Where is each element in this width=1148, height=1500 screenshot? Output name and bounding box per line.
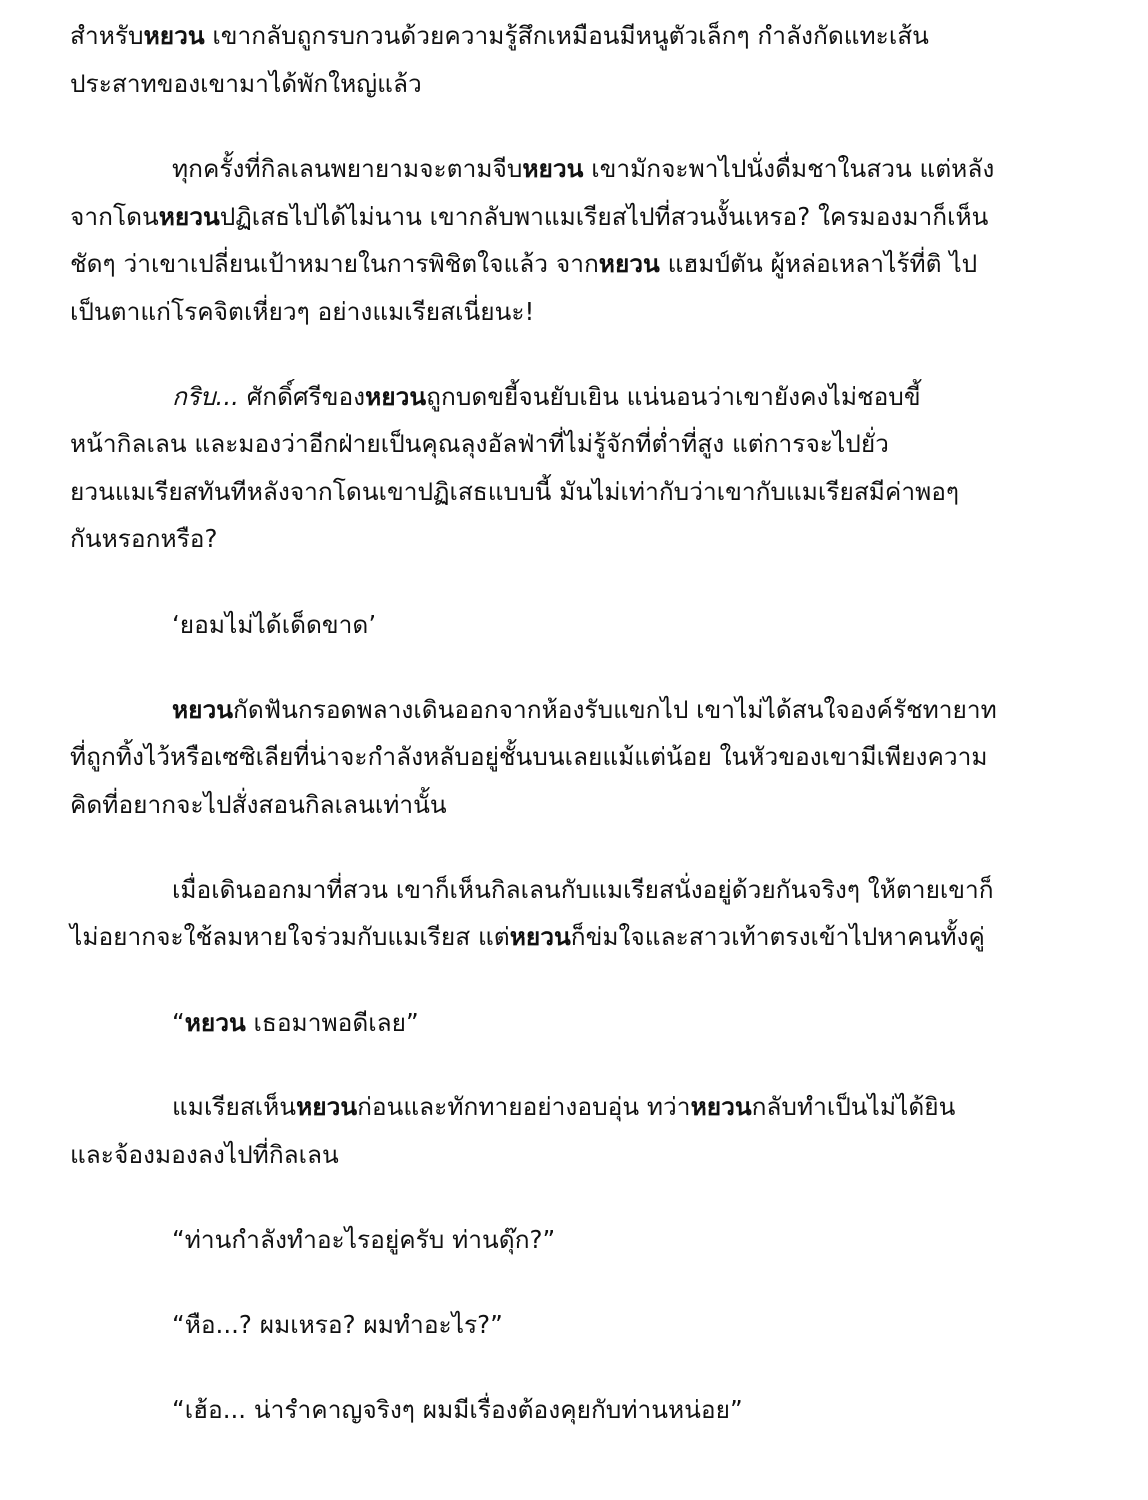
text-run: ก่อนและทักทายอย่างอบอุ่น ทว่า [357, 1092, 691, 1121]
text-line [172, 382, 921, 411]
text-run: กันหรอกหรือ? [70, 524, 218, 553]
text-run: และจ้องมองลงไปที่กิลเลน [70, 1140, 339, 1169]
text-line [70, 1140, 339, 1169]
text-run: เมื่อเดินออกมาที่สวน เขาก็เห็นกิลเลนกับแมเรียสนั่งอยู่ด้วยกันจริงๆ ให้ตายเขาก็ [172, 875, 994, 904]
text-line [70, 297, 535, 326]
text-run: แฮมป์ตัน ผู้หล่อเหลาไร้ที่ติ ไป [659, 249, 978, 278]
text-run: ทุกครั้งที่กิลเลนพยายามจะตามจีบ [172, 154, 523, 183]
text-run: จากโดน [70, 202, 159, 231]
bold-name: หยวน [143, 21, 205, 50]
bold-name: หยวน [509, 922, 571, 951]
text-line [70, 249, 978, 278]
text-run: ประสาทของเขามาได้พักใหญ่แล้ว [70, 69, 422, 98]
text-run: เขามักจะพาไปนั่งดื่มชาในสวน แต่หลัง [583, 154, 995, 183]
text-line [70, 922, 985, 951]
text-line [70, 742, 988, 771]
text-line [70, 524, 218, 553]
text-line [70, 790, 447, 819]
bold-name: หยวน [365, 382, 427, 411]
text-run: “ท่านกำลังทำอะไรอยู่ครับ ท่านดุ๊ก?” [172, 1225, 556, 1254]
text-line [172, 1008, 419, 1037]
text-line [70, 477, 960, 506]
text-line [70, 69, 422, 98]
text-line [70, 21, 929, 50]
text-run: กัดฟันกรอดพลางเดินออกจากห้องรับแขกไป เขาไม่ได้สนใจองค์รัชทายาท [233, 695, 997, 724]
italic-text: กริบ... [172, 382, 239, 411]
bold-name: หยวน [598, 249, 660, 278]
text-run: ก็ข่มใจและสาวเท้าตรงเข้าไปหาคนทั้งคู่ [570, 922, 985, 951]
text-run: ‘ยอมไม่ได้เด็ดขาด’ [172, 610, 377, 639]
text-run: “เฮ้อ... น่ารำคาญจริงๆ ผมมีเรื่องต้องคุยกับท่านหน่อย” [172, 1395, 743, 1424]
text-run: “หือ...? ผมเหรอ? ผมทำอะไร?” [172, 1310, 503, 1339]
text-line [172, 1225, 556, 1254]
text-run: หน้ากิลเลน และมองว่าอีกฝ่ายเป็นคุณลุงอัลฟ่าที่ไม่รู้จักที่ต่ำที่สูง แต่การจะไปยั่ว [70, 429, 889, 458]
text-run: ไม่อยากจะใช้ลมหายใจร่วมกับแมเรียส แต่ [70, 922, 510, 951]
bold-name: หยวน [184, 1008, 246, 1037]
bold-name: หยวน [172, 695, 234, 724]
text-run: ปฏิเสธไปได้ไม่นาน เขากลับพาแมเรียสไปที่สวนงั้นเหรอ? ใครมองมาก็เห็น [219, 202, 989, 231]
text-line [70, 202, 989, 231]
text-line [172, 875, 994, 904]
text-run: แมเรียสเห็น [172, 1092, 297, 1121]
text-run: ที่ถูกทิ้งไว้หรือเซซิเลียที่น่าจะกำลังหลับอยู่ชั้นบนเลยแม้แต่น้อย ในหัวของเขามีเพียงความ [70, 742, 988, 771]
bold-name: หยวน [690, 1092, 752, 1121]
bold-name: หยวน [296, 1092, 358, 1121]
text-line [70, 429, 889, 458]
text-run: เขากลับถูกรบกวนด้วยความรู้สึกเหมือนมีหนูตัวเล็กๆ กำลังกัดแทะเส้น [204, 21, 929, 50]
text-line [172, 1310, 503, 1339]
text-run: เธอมาพอดีเลย” [245, 1008, 419, 1037]
text-line [172, 154, 995, 183]
text-run: ยวนแมเรียสทันทีหลังจากโดนเขาปฏิเสธแบบนี้ มันไม่เท่ากับว่าเขากับแมเรียสมีค่าพอๆ [70, 477, 960, 506]
text-run: คิดที่อยากจะไปสั่งสอนกิลเลนเท่านั้น [70, 790, 447, 819]
text-line [172, 610, 377, 639]
text-line [172, 695, 997, 724]
text-run: ถูกบดขยี้จนยับเยิน แน่นอนว่าเขายังคงไม่ชอบขี้ [426, 382, 921, 411]
text-run: กลับทำเป็นไม่ได้ยิน [751, 1092, 956, 1121]
text-run: สำหรับ [70, 21, 144, 50]
text-run: ชัดๆ ว่าเขาเปลี่ยนเป้าหมายในการพิชิตใจแล้ว จาก [70, 249, 599, 278]
text-line [172, 1395, 743, 1424]
text-run: “ [172, 1008, 185, 1037]
text-line [172, 1092, 956, 1121]
bold-name: หยวน [522, 154, 584, 183]
bold-name: หยวน [158, 202, 220, 231]
text-run: ศักดิ์ศรีของ [238, 382, 366, 411]
text-run: เป็นตาแก่โรคจิตเหี่ยวๆ อย่างแมเรียสเนี่ยนะ! [70, 297, 535, 326]
